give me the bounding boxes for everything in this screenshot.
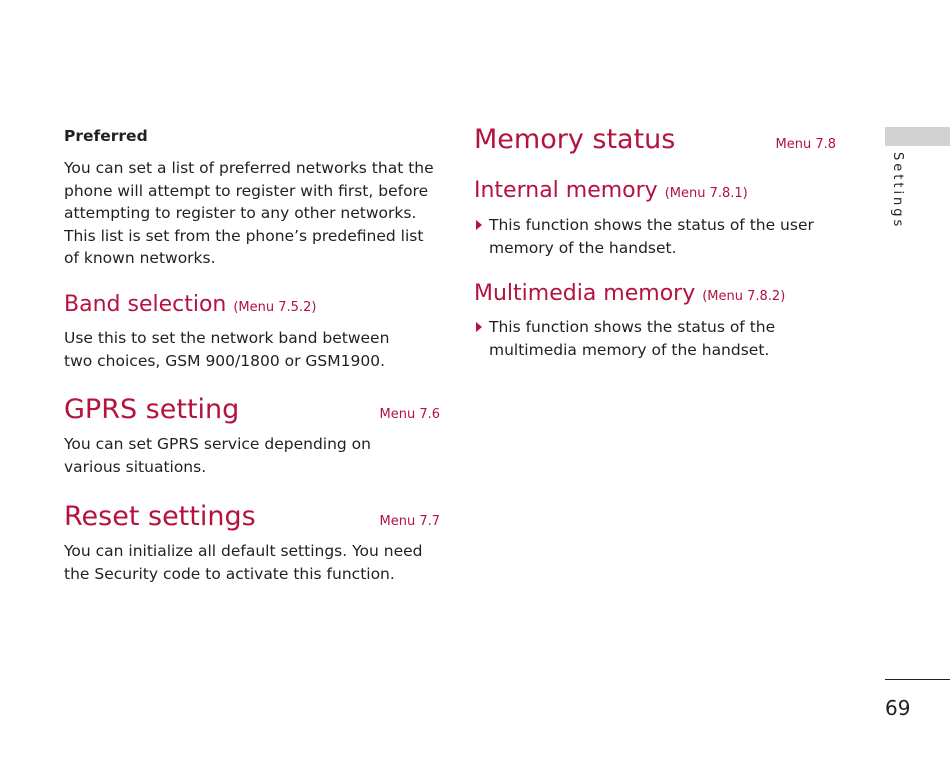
- preferred-paragraph: You can set a list of preferred networks that the phone will attempt to register with first, before attempting to register to any other networks. This list is set from the phone’s predefined list of known networks.: [64, 159, 434, 268]
- internal-memory-menu-ref: (Menu 7.8.1): [664, 186, 748, 201]
- band-selection-heading: [64, 291, 316, 322]
- internal-memory-title: Internal memory: [474, 178, 658, 203]
- band-selection-menu-ref: (Menu 7.5.2): [233, 300, 317, 315]
- settings-tab-bar: [885, 127, 950, 146]
- settings-tab-label: Settings: [890, 152, 905, 230]
- internal-memory-bullet-text: This function shows the status of the user memory of the handset.: [489, 216, 814, 257]
- gprs-setting-title: GPRS setting: [64, 394, 240, 425]
- triangle-bullet-icon: [476, 322, 482, 332]
- band-selection-title: Band selection: [64, 292, 227, 317]
- reset-settings-menu-ref: Menu 7.7: [379, 514, 440, 529]
- page-number: 69: [885, 696, 911, 720]
- multimedia-memory-title: Multimedia memory: [474, 281, 696, 306]
- memory-status-menu-ref: Menu 7.8: [775, 137, 836, 152]
- multimedia-memory-bullet-text: This function shows the status of the multimedia memory of the handset.: [489, 318, 776, 359]
- gprs-setting-menu-ref: Menu 7.6: [379, 407, 440, 422]
- memory-status-title: Memory status: [474, 124, 676, 155]
- reset-settings-title: Reset settings: [64, 501, 256, 532]
- internal-memory-heading: [474, 177, 748, 208]
- gprs-setting-heading: [64, 393, 440, 427]
- band-selection-paragraph: Use this to set the network band between two choices, GSM 900/1800 or GSM1900.: [64, 329, 390, 370]
- multimedia-memory-heading: [474, 280, 785, 311]
- preferred-heading: Preferred: [64, 127, 148, 145]
- reset-settings-heading: [64, 500, 440, 534]
- reset-settings-paragraph: You can initialize all default settings. You need the Security code to activate this function.: [64, 542, 423, 583]
- gprs-setting-paragraph: You can set GPRS service depending on various situations.: [64, 435, 371, 476]
- footer-divider: [885, 679, 950, 680]
- multimedia-memory-menu-ref: (Menu 7.8.2): [702, 289, 786, 304]
- triangle-bullet-icon: [476, 220, 482, 230]
- memory-status-heading: [474, 123, 846, 157]
